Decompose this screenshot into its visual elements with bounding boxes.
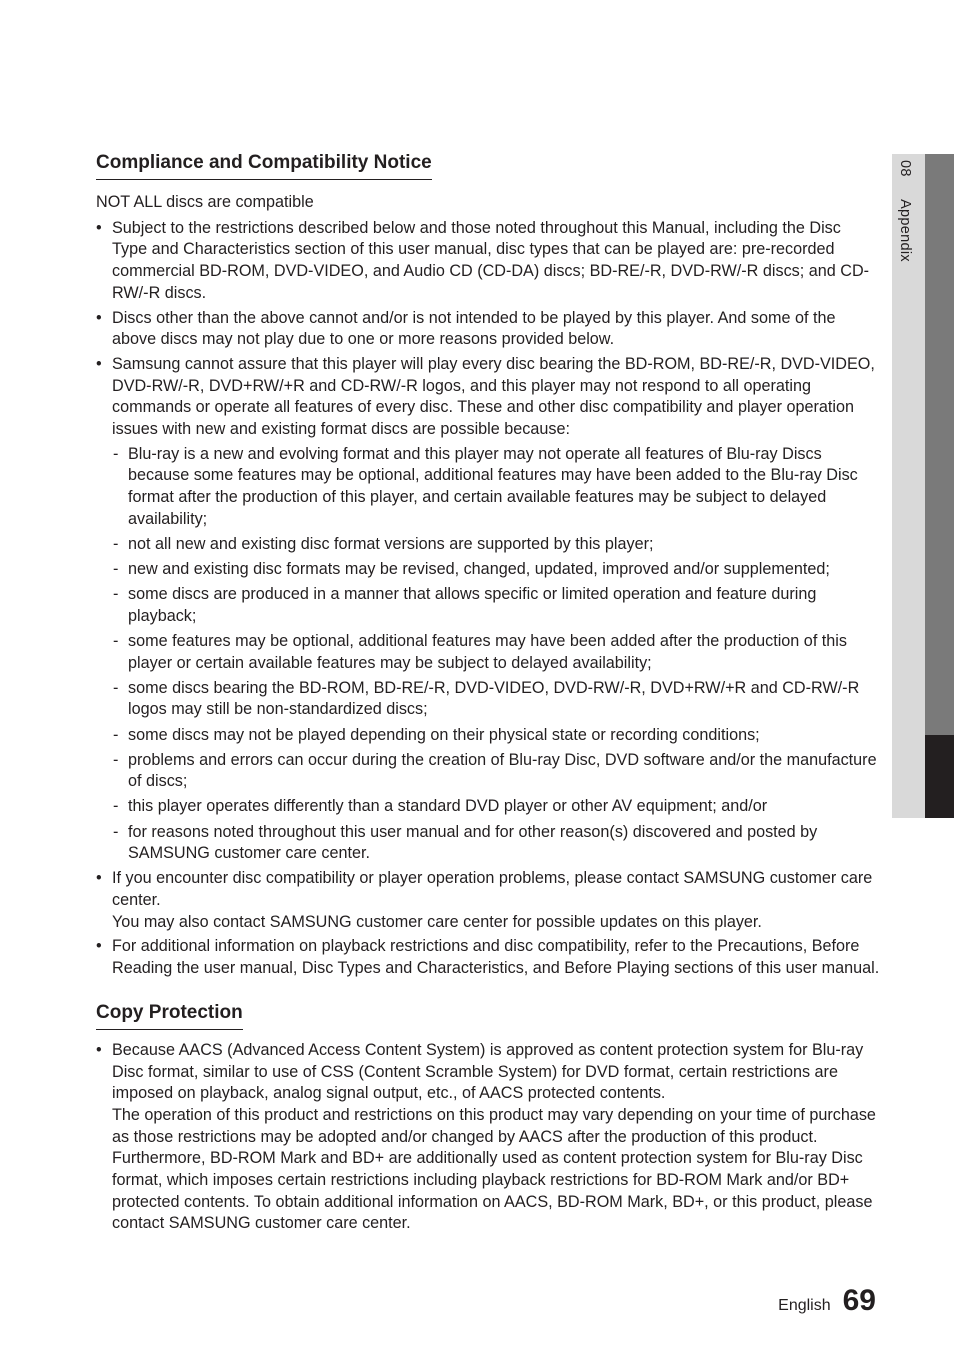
list-item [96, 868, 880, 933]
compliance-intro: NOT ALL discs are compatible [96, 193, 314, 211]
page-footer [778, 1284, 876, 1318]
reasons-list [112, 444, 880, 865]
sub-list-item: - Blu-ray is a new and evolving format and this player may not operate all features of Blu-ray Discs because some features may be optional, additional features may have been added to the Blu-ray Disc format after the production of this player, and certain available features may be subject to delayed availability; [112, 444, 880, 531]
list-item [96, 936, 880, 979]
sub-list-item: - for reasons noted throughout this user manual and for other reason(s) discovered and posted by SAMSUNG customer care center. [112, 822, 880, 865]
list-item-text: The operation of this product and restrictions on this product may vary depending on your time of purchase as those restrictions may be adopted and/or changed by AACS after the production of this product. Furthermore, BD-ROM Mark and BD+ are additionally used as content protection system for Blu-ray Disc format, which imposes certain restrictions including playback restrictions for BD-ROM Mark and/or BD+ protected contents. To obtain additional information on AACS, BD-ROM Mark, BD+, or this product, please contact SAMSUNG customer care center. [112, 1105, 876, 1233]
chapter-tab-marker [925, 735, 954, 818]
list-item [96, 354, 880, 865]
sub-list-item: - some discs bearing the BD-ROM, BD-RE/-R, DVD-VIDEO, DVD-RW/-R, DVD+RW/+R and CD-RW/-R logos may still be non-standardized discs; [112, 678, 880, 721]
sub-list-item: - problems and errors can occur during the creation of Blu-ray Disc, DVD software and/or the manufacture of discs; [112, 750, 880, 793]
page-number: 69 [842, 1284, 876, 1317]
copy-protection-title: Copy Protection [96, 1000, 243, 1030]
list-item-text: Samsung cannot assure that this player will play every disc bearing the BD-ROM, BD-RE/-R, DVD-VIDEO, DVD-RW/-R, DVD+RW/+R and CD-RW/-R logos, and this player may not respond to all operating commands or operate all features of every disc. These and other disc compatibility and player operation issues with new and existing format discs are possible because: [112, 354, 875, 439]
list-item-text: You may also contact SAMSUNG customer care center for possible updates on this player. [112, 912, 762, 931]
compliance-title: Compliance and Compatibility Notice [96, 150, 432, 180]
compliance-list [96, 218, 880, 980]
list-item [96, 308, 880, 351]
sub-list-item: - some discs may not be played depending on their physical state or recording conditions; [112, 725, 880, 747]
list-item-text: For additional information on playback restrictions and disc compatibility, refer to the Precautions, Before Reading the user manual, Disc Types and Characteristics, and Before Playing sections of this user manual. [112, 937, 880, 978]
compliance-section [96, 150, 880, 980]
sub-list-item: - new and existing disc formats may be revised, changed, updated, improved and/or supplemented; [112, 559, 880, 581]
sub-list-item: - this player operates differently than a standard DVD player or other AV equipment; and/or [112, 796, 880, 818]
sub-list-item: - not all new and existing disc format versions are supported by this player; [112, 534, 880, 556]
list-item [96, 218, 880, 305]
list-item-text: • If you encounter disc compatibility or player operation problems, please contact SAMSUNG customer care center. [112, 869, 873, 909]
list-item-text: • Because AACS (Advanced Access Content System) is approved as content protection system for Blu-ray Disc format, similar to use of CSS (Content Scramble System) for DVD format, certain restrictions are imposed on playback, analog signal output, etc., of AACS protected contents. [112, 1040, 864, 1103]
sub-list-item: - some features may be optional, additional features may have been added after the production of this player or certain available features may be subject to delayed availability; [112, 631, 880, 674]
list-item-text: Discs other than the above cannot and/or is not intended to be played by this player. And some of the above discs may not play due to one or more reasons provided below. [112, 308, 836, 349]
chapter-number: 08 [897, 160, 913, 177]
chapter-label [897, 160, 913, 262]
footer-language: English [778, 1297, 831, 1314]
list-item-text: Subject to the restrictions described below and those noted throughout this Manual, including the Disc Type and Characteristics section of this user manual, disc types that can be played are: pre-recorded commercial BD-ROM, DVD-VIDEO, and Audio CD (CD-DA) discs; BD-RE/-R, DVD-RW/-R discs; and CD-RW/-R discs. [112, 218, 870, 302]
list-item [96, 1040, 880, 1235]
chapter-tab-bar [925, 154, 954, 735]
copy-protection-section [96, 1000, 880, 1235]
copy-protection-list [96, 1040, 880, 1235]
sub-list-item: - some discs are produced in a manner that allows specific or limited operation and feature during playback; [112, 584, 880, 627]
main-content [96, 150, 880, 1238]
chapter-title: Appendix [897, 199, 913, 262]
